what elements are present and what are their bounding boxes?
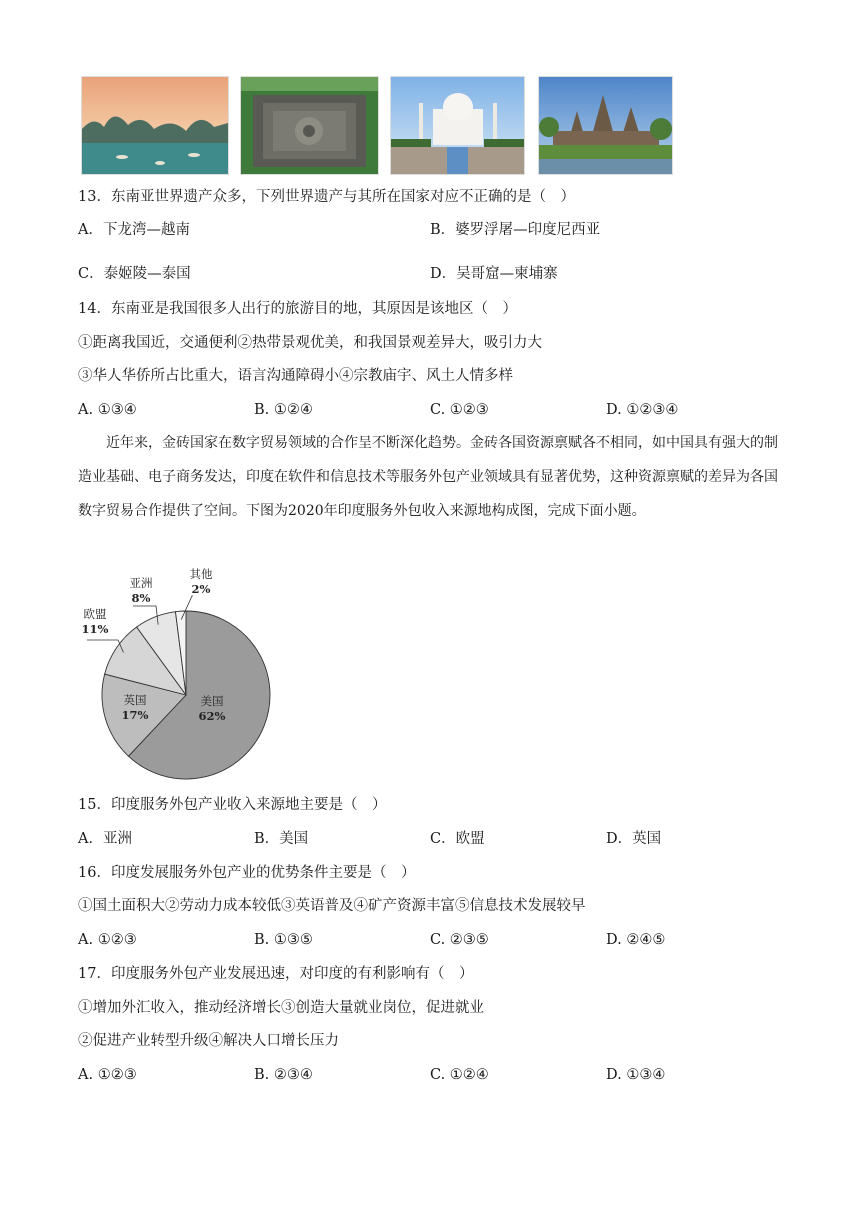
question-15-stem: 15．印度服务外包产业收入来源地主要是（ ） xyxy=(78,797,387,813)
ha-long-bay-photo xyxy=(81,76,229,175)
question-17-option-a[interactable]: A. ①②③ xyxy=(78,1067,137,1083)
question-17-option-c[interactable]: C. ①②④ xyxy=(430,1067,489,1083)
question-14-statement-line-2: ③华人华侨所占比重大，语言沟通障碍小④宗教庙宇、风土人情多样 xyxy=(78,368,513,384)
pie-label-1: 美国 xyxy=(200,694,224,708)
question-13-option-b[interactable]: B．婆罗浮屠—印度尼西亚 xyxy=(430,222,601,238)
pie-chart xyxy=(78,560,298,785)
question-14-option-c[interactable]: C. ①②③ xyxy=(430,402,489,418)
pie-label-4: 亚洲 xyxy=(129,576,153,590)
pie-value-label-3: 11% xyxy=(81,622,109,636)
borobudur-photo xyxy=(240,76,379,175)
question-13-option-a[interactable]: A．下龙湾—越南 xyxy=(78,222,190,238)
question-15-option-a[interactable]: A．亚洲 xyxy=(78,831,132,847)
pie-value-label-5: 2% xyxy=(191,582,211,596)
pie-label-3: 欧盟 xyxy=(83,607,107,621)
question-14-stem: 14．东南亚是我国很多人出行的旅游目的地，其原因是该地区（ ） xyxy=(78,301,517,317)
question-15-option-b[interactable]: B．美国 xyxy=(254,831,309,847)
pie-value-label-2: 17% xyxy=(121,708,149,722)
question-13-option-d[interactable]: D．吴哥窟—柬埔寨 xyxy=(430,266,558,282)
angkor-wat-photo xyxy=(538,76,673,175)
question-16-stem: 16．印度发展服务外包产业的优势条件主要是（ ） xyxy=(78,865,416,881)
question-14-option-b[interactable]: B. ①②④ xyxy=(254,402,313,418)
question-14-statement-line-1: ①距离我国近，交通便利②热带景观优美，和我国景观差异大，吸引力大 xyxy=(78,335,542,351)
pie-value-label-1: 62% xyxy=(198,709,226,723)
question-14-option-d[interactable]: D. ①②③④ xyxy=(606,402,679,418)
question-17-stem: 17．印度服务外包产业发展迅速，对印度的有利影响有（ ） xyxy=(78,966,474,982)
question-17-option-b[interactable]: B. ②③④ xyxy=(254,1067,313,1083)
question-17-option-d[interactable]: D. ①③④ xyxy=(606,1067,666,1083)
question-15-option-c[interactable]: C．欧盟 xyxy=(430,831,485,847)
question-17-statement-line-2: ②促进产业转型升级④解决人口增长压力 xyxy=(78,1033,339,1049)
question-16-option-b[interactable]: B. ①③⑤ xyxy=(254,932,313,948)
pie-label-2: 英国 xyxy=(123,693,147,707)
question-16-option-c[interactable]: C. ②③⑤ xyxy=(430,932,489,948)
pie-value-label-4: 8% xyxy=(131,591,151,605)
question-13-stem: 13．东南亚世界遗产众多，下列世界遗产与其所在国家对应不正确的是（ ） xyxy=(78,189,575,205)
pie-label-5: 其他 xyxy=(189,567,213,581)
reading-passage: 近年来，金砖国家在数字贸易领域的合作呈不断深化趋势。金砖各国资源禀赋各不相同，如中国具有强大的制造业基础、电子商务发达，印度在软件和信息技术等服务外包产业领域具有显著优势，这种资源禀赋的差异为各国数字贸易合作提供了空间。下图为2020年印度服务外包收入来源地构成图，完成下面小题。 xyxy=(78,435,778,519)
question-14-option-a[interactable]: A. ①③④ xyxy=(78,402,137,418)
question-15-option-d[interactable]: D．英国 xyxy=(606,831,662,847)
question-16-option-d[interactable]: D. ②④⑤ xyxy=(606,932,666,948)
question-17-statement-line-1: ①增加外汇收入，推动经济增长③创造大量就业岗位，促进就业 xyxy=(78,1000,484,1016)
question-16-statement-line-1: ①国土面积大②劳动力成本较低③英语普及④矿产资源丰富⑤信息技术发展较早 xyxy=(78,898,586,914)
taj-mahal-photo xyxy=(390,76,525,175)
question-13-option-c[interactable]: C．泰姬陵—泰国 xyxy=(78,266,191,282)
question-16-option-a[interactable]: A. ①②③ xyxy=(78,932,137,948)
